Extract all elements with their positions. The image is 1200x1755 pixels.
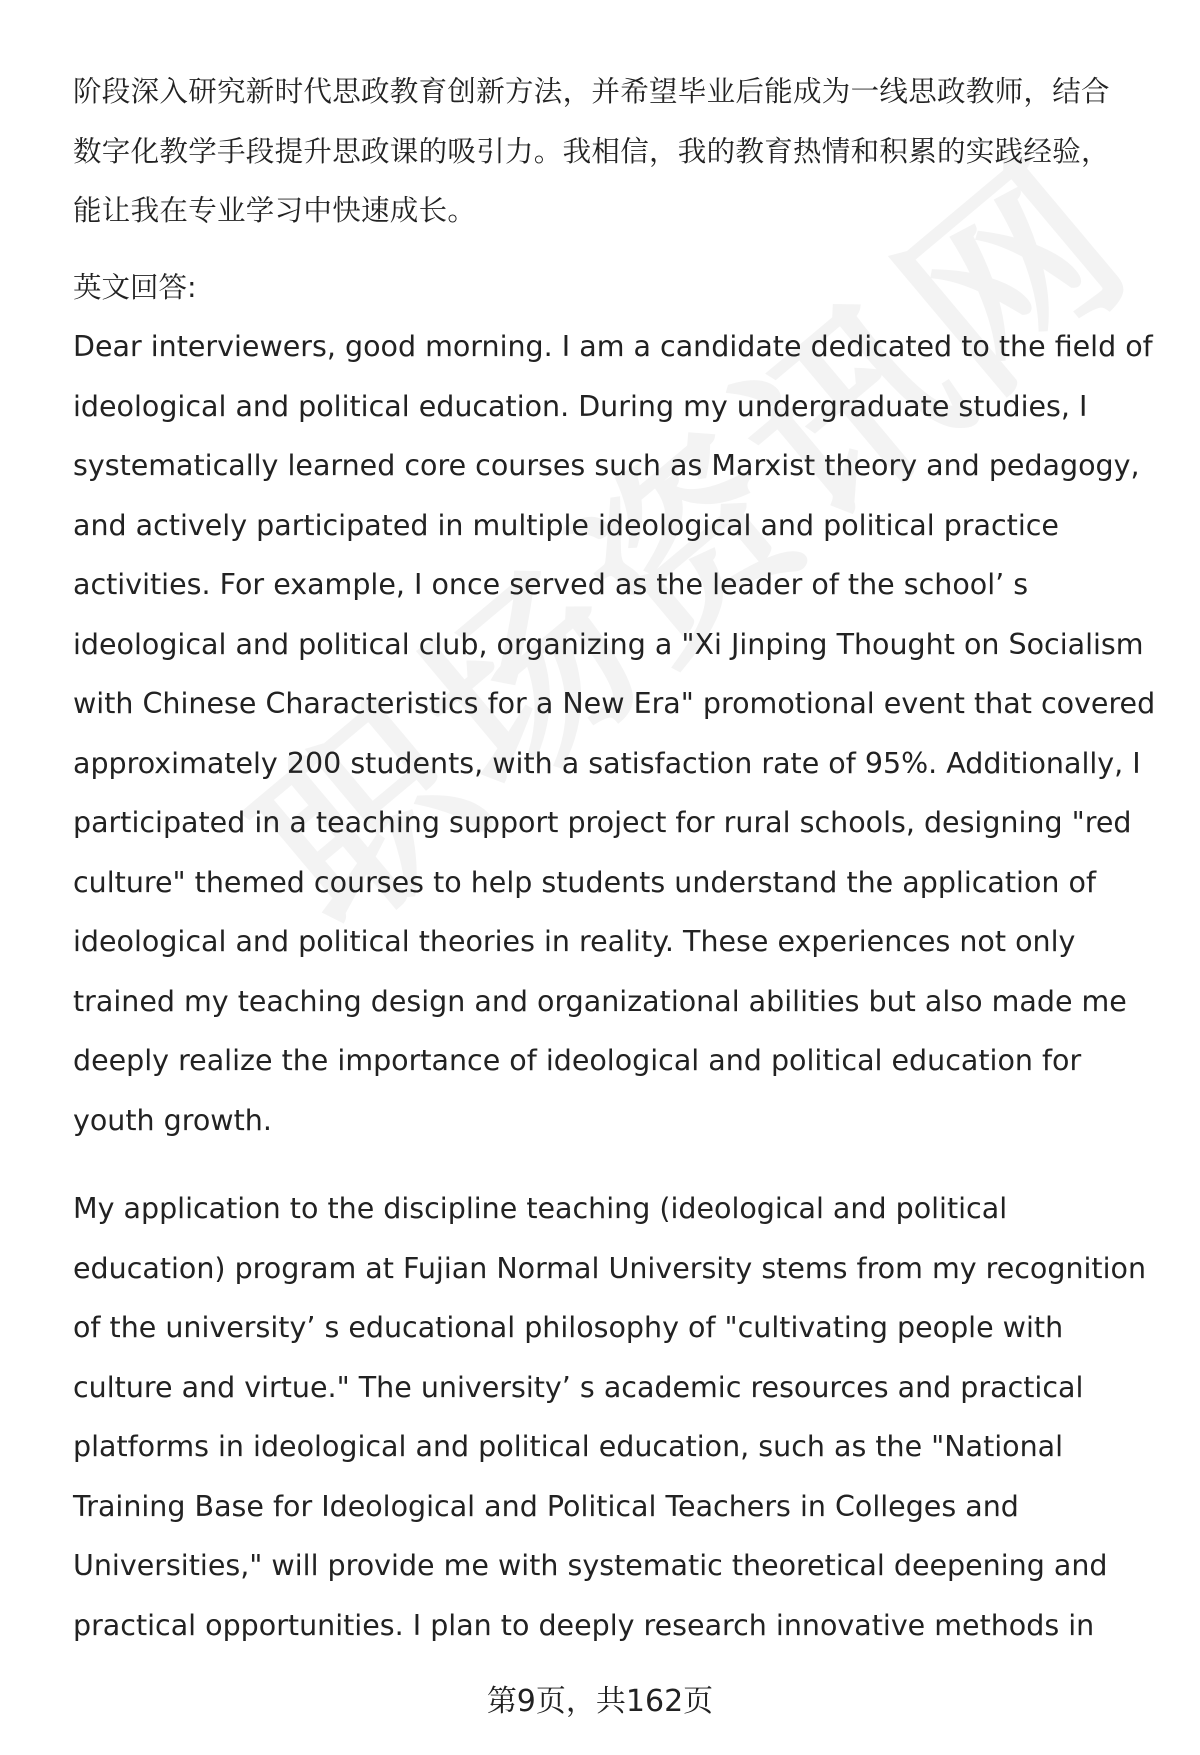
- english-paragraph-2: [73, 1179, 1163, 1655]
- text-line: culture and virtue." The university’ s academic resources and practical: [73, 1370, 1084, 1404]
- document-body: [73, 62, 1163, 1655]
- text-line: of the university’ s educational philosophy of "cultivating people with: [73, 1311, 1064, 1344]
- section-label: 英文回答:: [73, 270, 197, 304]
- english-paragraph-1: [73, 317, 1163, 1150]
- text-line: participated in a teaching support project for rural schools, designing "red: [73, 806, 1132, 839]
- text-line: 能让我在专业学习中快速成长。: [73, 194, 477, 227]
- text-line: youth growth.: [73, 1103, 272, 1137]
- text-line: and actively participated in multiple ideological and political practice: [73, 508, 1059, 542]
- text-line: culture" themed courses to help students understand the application of: [73, 865, 1097, 899]
- text-line: systematically learned core courses such as Marxist theory and pedagogy,: [73, 449, 1140, 482]
- text-line: Universities," will provide me with systematic theoretical deepening and: [73, 1549, 1108, 1582]
- text-line: 数字化教学手段提升思政课的吸引力。我相信，我的教育热情和积累的实践经验，: [73, 134, 1110, 168]
- text-line: ideological and political education. During my undergraduate studies, I: [73, 389, 1088, 423]
- text-line: education) program at Fujian Normal University stems from my recognition: [73, 1251, 1147, 1285]
- text-line: activities. For example, I once served as the leader of the school’ s: [73, 568, 1029, 601]
- text-line: ideological and political club, organizing a "Xi Jinping Thought on Socialism: [73, 627, 1144, 661]
- text-line: approximately 200 students, with a satisfaction rate of 95%. Additionally, I: [73, 746, 1141, 780]
- text-line: Dear interviewers, good morning. I am a candidate dedicated to the field of: [73, 330, 1153, 363]
- text-line: My application to the discipline teaching (ideological and political: [73, 1192, 1008, 1225]
- text-line: 阶段深入研究新时代思政教育创新方法，并希望毕业后能成为一线思政教师，结合: [73, 75, 1110, 108]
- text-line: practical opportunities. I plan to deeply research innovative methods in: [73, 1608, 1095, 1642]
- text-line: ideological and political theories in reality. These experiences not only: [73, 925, 1076, 958]
- text-line: trained my teaching design and organizational abilities but also made me: [73, 984, 1127, 1018]
- text-line: Training Base for Ideological and Political Teachers in Colleges and: [73, 1489, 1019, 1523]
- chinese-paragraph: [73, 62, 1163, 241]
- text-line: deeply realize the importance of ideological and political education for: [73, 1044, 1082, 1077]
- page-number-footer: 第9页，共162页: [486, 1684, 714, 1719]
- text-line: platforms in ideological and political education, such as the "National: [73, 1430, 1064, 1463]
- text-line: with Chinese Characteristics for a New Era" promotional event that covered: [73, 687, 1156, 720]
